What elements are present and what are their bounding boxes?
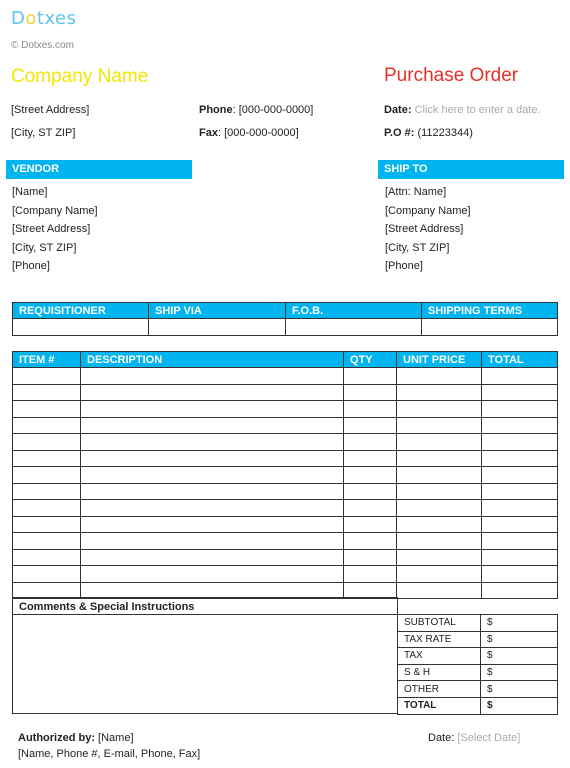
fob-cell[interactable] bbox=[286, 319, 422, 336]
item-row bbox=[13, 516, 558, 533]
fax-label: Fax bbox=[199, 127, 218, 139]
unit-price-cell[interactable] bbox=[397, 533, 482, 550]
item-number-cell[interactable] bbox=[13, 450, 81, 467]
authorized-label: Authorized by: bbox=[18, 732, 95, 744]
item-row bbox=[13, 401, 558, 418]
unit-price-cell[interactable] bbox=[397, 434, 482, 451]
description-cell[interactable] bbox=[81, 516, 344, 533]
totals-row bbox=[398, 664, 558, 681]
company-street: [Street Address] bbox=[11, 104, 90, 116]
item-number-cell[interactable] bbox=[13, 516, 81, 533]
qty-cell[interactable] bbox=[344, 417, 397, 434]
total-cell[interactable] bbox=[482, 516, 558, 533]
totals-row bbox=[398, 631, 558, 648]
brand-logo: Dotxes bbox=[11, 8, 77, 29]
qty-cell[interactable] bbox=[344, 384, 397, 401]
totals-row bbox=[398, 615, 558, 632]
col-shipping-terms: SHIPPING TERMS bbox=[422, 303, 558, 319]
totals-label: SUBTOTAL bbox=[398, 615, 481, 632]
qty-cell[interactable] bbox=[344, 566, 397, 583]
total-cell[interactable] bbox=[482, 483, 558, 500]
unit-price-cell[interactable] bbox=[397, 483, 482, 500]
comments-box[interactable] bbox=[12, 597, 398, 714]
unit-price-cell[interactable] bbox=[397, 467, 482, 484]
qty-cell[interactable] bbox=[344, 500, 397, 517]
item-row bbox=[13, 368, 558, 385]
order-date-field[interactable]: Click here to enter a date. bbox=[414, 104, 541, 116]
unit-price-cell[interactable] bbox=[397, 384, 482, 401]
qty-cell[interactable] bbox=[344, 434, 397, 451]
item-row bbox=[13, 450, 558, 467]
comments-label: Comments & Special Instructions bbox=[13, 598, 397, 615]
items-table bbox=[12, 351, 558, 599]
ship-to-attn[interactable]: [Attn: Name] bbox=[385, 186, 447, 198]
shipping-header-row bbox=[13, 303, 558, 319]
description-cell[interactable] bbox=[81, 549, 344, 566]
totals-label: TAX bbox=[398, 648, 481, 665]
col-fob: F.O.B. bbox=[286, 303, 422, 319]
ship-to-city[interactable]: [City, ST ZIP] bbox=[385, 241, 450, 254]
totals-value[interactable]: $ bbox=[481, 697, 558, 714]
qty-cell[interactable] bbox=[344, 533, 397, 550]
phone-label: Phone bbox=[199, 104, 233, 116]
item-number-cell[interactable] bbox=[13, 368, 81, 385]
item-row bbox=[13, 417, 558, 434]
description-cell[interactable] bbox=[81, 500, 344, 517]
qty-cell[interactable] bbox=[344, 516, 397, 533]
authorized-contact[interactable]: [Name, Phone #, E-mail, Phone, Fax] bbox=[18, 748, 201, 760]
vendor-city[interactable]: [City, ST ZIP] bbox=[12, 241, 77, 254]
totals-label: OTHER bbox=[398, 681, 481, 698]
phone-line bbox=[199, 104, 313, 116]
unit-price-cell[interactable] bbox=[397, 549, 482, 566]
qty-cell[interactable] bbox=[344, 483, 397, 500]
order-date-line bbox=[384, 104, 541, 116]
totals-label: S & H bbox=[398, 664, 481, 681]
totals-value[interactable]: $ bbox=[481, 681, 558, 698]
item-number-cell[interactable] bbox=[13, 384, 81, 401]
fax-line bbox=[199, 127, 299, 139]
col-description: DESCRIPTION bbox=[81, 352, 344, 368]
totals-table bbox=[397, 614, 558, 715]
vendor-company[interactable]: [Company Name] bbox=[12, 204, 98, 217]
vendor-block bbox=[12, 183, 98, 276]
unit-price-cell[interactable] bbox=[397, 368, 482, 385]
company-city: [City, ST ZIP] bbox=[11, 127, 76, 139]
item-row bbox=[13, 533, 558, 550]
company-name: Company Name bbox=[11, 66, 149, 87]
totals-value[interactable]: $ bbox=[481, 648, 558, 665]
item-number-cell[interactable] bbox=[13, 417, 81, 434]
requisitioner-cell[interactable] bbox=[13, 319, 149, 336]
item-number-cell[interactable] bbox=[13, 467, 81, 484]
total-cell[interactable] bbox=[482, 401, 558, 418]
vendor-phone[interactable]: [Phone] bbox=[12, 260, 50, 272]
total-cell[interactable] bbox=[482, 582, 558, 599]
po-number-value[interactable]: (11223344) bbox=[417, 127, 473, 139]
description-cell[interactable] bbox=[81, 417, 344, 434]
unit-price-cell[interactable] bbox=[397, 582, 482, 599]
item-number-cell[interactable] bbox=[13, 434, 81, 451]
ship-to-block bbox=[385, 183, 471, 276]
qty-cell[interactable] bbox=[344, 467, 397, 484]
copyright-text: © Dotxes.com bbox=[11, 40, 74, 51]
shipping-terms-cell[interactable] bbox=[422, 319, 558, 336]
total-cell[interactable] bbox=[482, 384, 558, 401]
item-row bbox=[13, 549, 558, 566]
totals-row bbox=[398, 697, 558, 714]
col-qty: QTY bbox=[344, 352, 397, 368]
total-cell[interactable] bbox=[482, 549, 558, 566]
footer-date-line bbox=[428, 732, 520, 744]
col-ship-via: SHIP VIA bbox=[149, 303, 286, 319]
authorized-name[interactable]: [Name] bbox=[95, 732, 134, 744]
col-item-number: ITEM # bbox=[13, 352, 81, 368]
item-row bbox=[13, 500, 558, 517]
col-total: TOTAL bbox=[482, 352, 558, 368]
item-number-cell[interactable] bbox=[13, 483, 81, 500]
unit-price-cell[interactable] bbox=[397, 450, 482, 467]
item-row bbox=[13, 467, 558, 484]
authorized-line bbox=[18, 732, 134, 744]
ship-via-cell[interactable] bbox=[149, 319, 286, 336]
po-number-line bbox=[384, 127, 473, 139]
totals-label: TAX RATE bbox=[398, 631, 481, 648]
total-cell[interactable] bbox=[482, 417, 558, 434]
total-cell[interactable] bbox=[482, 368, 558, 385]
description-cell[interactable] bbox=[81, 434, 344, 451]
total-cell[interactable] bbox=[482, 500, 558, 517]
item-number-cell[interactable] bbox=[13, 549, 81, 566]
item-number-cell[interactable] bbox=[13, 401, 81, 418]
description-cell[interactable] bbox=[81, 483, 344, 500]
totals-label: TOTAL bbox=[398, 697, 481, 714]
unit-price-cell[interactable] bbox=[397, 566, 482, 583]
item-number-cell[interactable] bbox=[13, 566, 81, 583]
shipping-row bbox=[13, 319, 558, 336]
item-row bbox=[13, 384, 558, 401]
item-number-cell[interactable] bbox=[13, 533, 81, 550]
col-unit-price: UNIT PRICE bbox=[397, 352, 482, 368]
ship-to-company[interactable]: [Company Name] bbox=[385, 204, 471, 217]
totals-rows bbox=[398, 615, 558, 715]
po-number-label: P.O #: bbox=[384, 127, 415, 139]
qty-cell[interactable] bbox=[344, 401, 397, 418]
ship-to-header: SHIP TO bbox=[378, 160, 564, 179]
unit-price-cell[interactable] bbox=[397, 401, 482, 418]
ship-to-street[interactable]: [Street Address] bbox=[385, 223, 464, 235]
item-row bbox=[13, 566, 558, 583]
item-rows bbox=[13, 368, 558, 599]
total-cell[interactable] bbox=[482, 566, 558, 583]
description-cell[interactable] bbox=[81, 401, 344, 418]
item-row bbox=[13, 483, 558, 500]
totals-value[interactable]: $ bbox=[481, 615, 558, 632]
description-cell[interactable] bbox=[81, 450, 344, 467]
qty-cell[interactable] bbox=[344, 450, 397, 467]
item-number-cell[interactable] bbox=[13, 500, 81, 517]
ship-to-phone[interactable]: [Phone] bbox=[385, 260, 423, 272]
total-cell[interactable] bbox=[482, 467, 558, 484]
totals-row bbox=[398, 648, 558, 665]
totals-value[interactable]: $ bbox=[481, 664, 558, 681]
shipping-table bbox=[12, 302, 558, 336]
total-cell[interactable] bbox=[482, 450, 558, 467]
description-cell[interactable] bbox=[81, 566, 344, 583]
order-date-label: Date: bbox=[384, 104, 412, 116]
qty-cell[interactable] bbox=[344, 368, 397, 385]
description-cell[interactable] bbox=[81, 467, 344, 484]
phone-value[interactable]: : [000-000-0000] bbox=[232, 104, 314, 116]
unit-price-cell[interactable] bbox=[397, 500, 482, 517]
totals-row bbox=[398, 681, 558, 698]
totals-value[interactable]: $ bbox=[481, 631, 558, 648]
vendor-header: VENDOR bbox=[6, 160, 192, 179]
col-requisitioner: REQUISITIONER bbox=[13, 303, 149, 319]
description-cell[interactable] bbox=[81, 533, 344, 550]
unit-price-cell[interactable] bbox=[397, 417, 482, 434]
unit-price-cell[interactable] bbox=[397, 516, 482, 533]
qty-cell[interactable] bbox=[344, 549, 397, 566]
document-title: Purchase Order bbox=[384, 65, 519, 86]
total-cell[interactable] bbox=[482, 434, 558, 451]
vendor-street[interactable]: [Street Address] bbox=[12, 223, 91, 235]
footer-date-field[interactable]: [Select Date] bbox=[457, 732, 521, 744]
description-cell[interactable] bbox=[81, 368, 344, 385]
items-header-row bbox=[13, 352, 558, 368]
vendor-name[interactable]: [Name] bbox=[12, 186, 48, 198]
description-cell[interactable] bbox=[81, 384, 344, 401]
footer-date-label: Date: bbox=[428, 732, 455, 744]
fax-value[interactable]: : [000-000-0000] bbox=[217, 127, 299, 139]
item-row bbox=[13, 434, 558, 451]
total-cell[interactable] bbox=[482, 533, 558, 550]
